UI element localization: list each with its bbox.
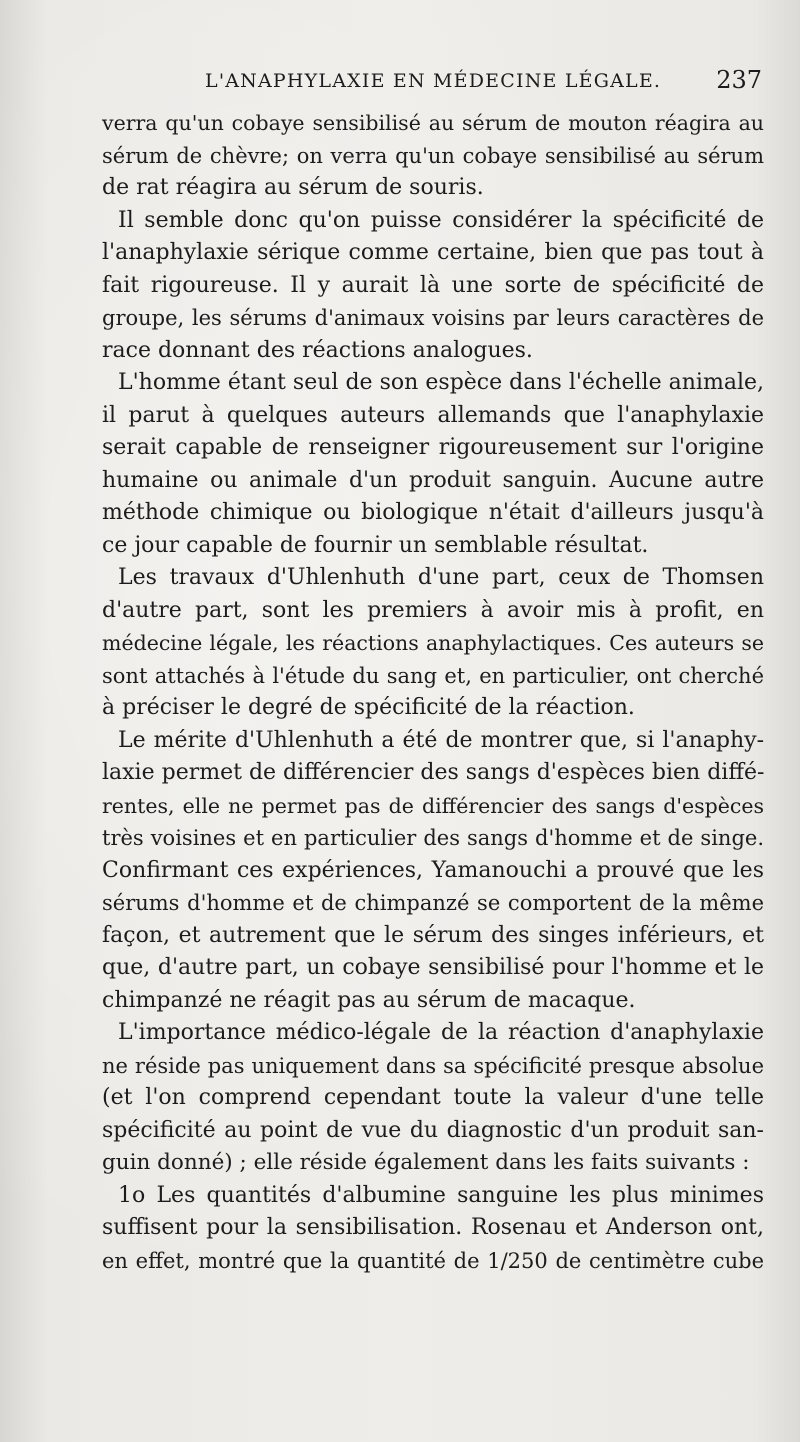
text-line: façon, et autrement que le sérum des singes inférieurs, et [102,922,764,948]
text-line: méthode chimique ou biologique n'était d'ailleurs jusqu'à [102,500,764,525]
text-line: de rat réagira au sérum de souris. [102,175,484,200]
text-line: l'anaphylaxie sérique comme certaine, bien que pas tout à [102,240,764,265]
text-line: sérum de chèvre; on verra qu'un cobaye sensibilisé au sérum [102,143,764,168]
text-line: rentes, elle ne permet pas de différencier des sangs d'espèces [102,793,764,818]
text-line: L'homme étant seul de son espèce dans l'échelle animale, [118,370,764,395]
text-line: médecine légale, les réactions anaphylactiques. Ces auteurs se [102,631,764,655]
text-line: d'autre part, sont les premiers à avoir mis à profit, en [102,597,764,623]
text-line: ce jour capable de fournir un semblable résultat. [102,532,649,558]
text-line: Confirmant ces expériences, Yamanouchi a prouvé que les [102,857,764,883]
text-line: (et l'on comprend cependant toute la valeur d'une telle [102,1085,764,1110]
running-head [100,66,766,102]
text-line: sérums d'homme et de chimpanzé se comportent de la même [102,891,764,915]
running-title: L'ANAPHYLAXIE EN MÉDECINE LÉGALE. [205,70,662,92]
text-line: 1o Les quantités d'albumine sanguine les plus minimes [118,1182,764,1208]
text-line: à préciser le degré de spécificité de la réaction. [102,695,635,720]
text-line: humaine ou animale d'un produit sanguin. Aucune autre [102,467,764,493]
text-line: suffisent pour la sensibilisation. Rosenau et Anderson ont, [102,1215,764,1240]
text-line: il parut à quelques auteurs allemands que l'anaphylaxie [102,402,764,428]
text-line: L'importance médico-légale de la réaction d'anaphylaxie [118,1020,764,1045]
text-line: sont attachés à l'étude du sang et, en particulier, ont cherché [102,663,764,688]
text-line: verra qu'un cobaye sensibilisé au sérum de mouton réagira au [102,111,764,135]
text-line: Les travaux d'Uhlenhuth d'une part, ceux de Thomsen [118,565,764,590]
text-line: Le mérite d'Uhlenhuth a été de montrer que, si l'anaphy- [118,727,764,753]
text-line: fait rigoureuse. Il y aurait là une sorte de spécificité de [102,272,764,298]
page-number: 237 [716,66,762,94]
text-line: laxie permet de différencier des sangs d'espèces bien diffé- [102,760,765,785]
text-line: ne réside pas uniquement dans sa spécificité presque absolue [102,1053,764,1078]
text-line: guin donné) ; elle réside également dans les faits suivants : [102,1150,750,1175]
text-line: race donnant des réactions analogues. [102,337,533,363]
text-line: spécificité au point de vue du diagnostic d'un produit san- [102,1117,764,1143]
text-line: groupe, les sérums d'animaux voisins par leurs caractères de [102,306,764,330]
text-line: en effet, montré que la quantité de 1/250 de centimètre cube [102,1248,764,1273]
text-line: Il semble donc qu'on puisse considérer la spécificité de [118,207,764,233]
text-line: serait capable de renseigner rigoureusement sur l'origine [102,435,764,460]
text-line: chimpanzé ne réagit pas au sérum de macaque. [102,987,636,1013]
text-line: que, d'autre part, un cobaye sensibilisé pour l'homme et le [102,955,764,980]
body-text [102,107,764,1277]
text-line: très voisines et en particulier des sangs d'homme et de singe. [102,826,764,850]
